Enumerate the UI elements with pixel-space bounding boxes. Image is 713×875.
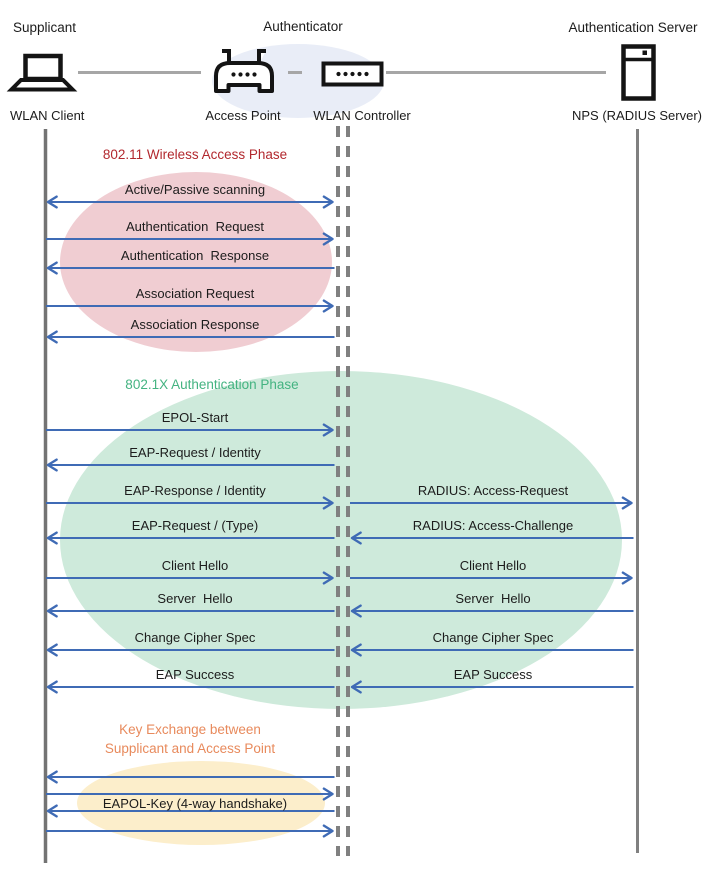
wlan-controller-icon	[324, 64, 382, 85]
wlan-client-label: WLAN Client	[10, 108, 85, 123]
message-label: Change Cipher Spec	[432, 630, 554, 645]
phase1-title: 802.11 Wireless Access Phase	[102, 147, 288, 162]
message-label: EAP-Response / Identity	[124, 483, 266, 498]
message-label: Association Request	[135, 286, 255, 301]
message-label: EAP Success	[155, 667, 235, 682]
message-label: EAP-Request / (Type)	[131, 518, 259, 533]
message-label: EAP Success	[453, 667, 533, 682]
message-label: Active/Passive scanning	[124, 182, 266, 197]
phase2-title: 802.1X Authentication Phase	[125, 377, 299, 392]
message-label: Association Response	[130, 317, 260, 332]
message-label: EAPOL-Key (4-way handshake)	[102, 796, 288, 811]
message-label: Client Hello	[161, 558, 229, 573]
message-label: EAP-Request / Identity	[129, 445, 261, 460]
auth-server-role-label: Authentication Server	[568, 20, 698, 35]
phase3-title-line1: Key Exchange between	[119, 722, 261, 737]
message-label: Change Cipher Spec	[134, 630, 256, 645]
authenticator-role-label: Authenticator	[263, 19, 343, 34]
message-label: Client Hello	[459, 558, 527, 573]
message-label: Authentication Response	[120, 248, 270, 263]
message-label: Server Hello	[157, 591, 233, 606]
phase2-ellipse	[60, 371, 622, 709]
laptop-icon	[12, 56, 73, 90]
message-label: Server Hello	[455, 591, 531, 606]
server-icon	[624, 47, 654, 99]
phase3-title-line2: Supplicant and Access Point	[104, 741, 276, 756]
wlan-controller-label: WLAN Controller	[313, 108, 411, 123]
message-label: EPOL-Start	[161, 410, 229, 425]
supplicant-role-label: Supplicant	[13, 20, 77, 35]
message-label: RADIUS: Access-Request	[417, 483, 569, 498]
message-label: RADIUS: Access-Challenge	[412, 518, 574, 533]
access-point-label: Access Point	[205, 108, 281, 123]
nps-radius-server-label: NPS (RADIUS Server)	[571, 108, 703, 123]
message-label: Authentication Request	[125, 219, 265, 234]
